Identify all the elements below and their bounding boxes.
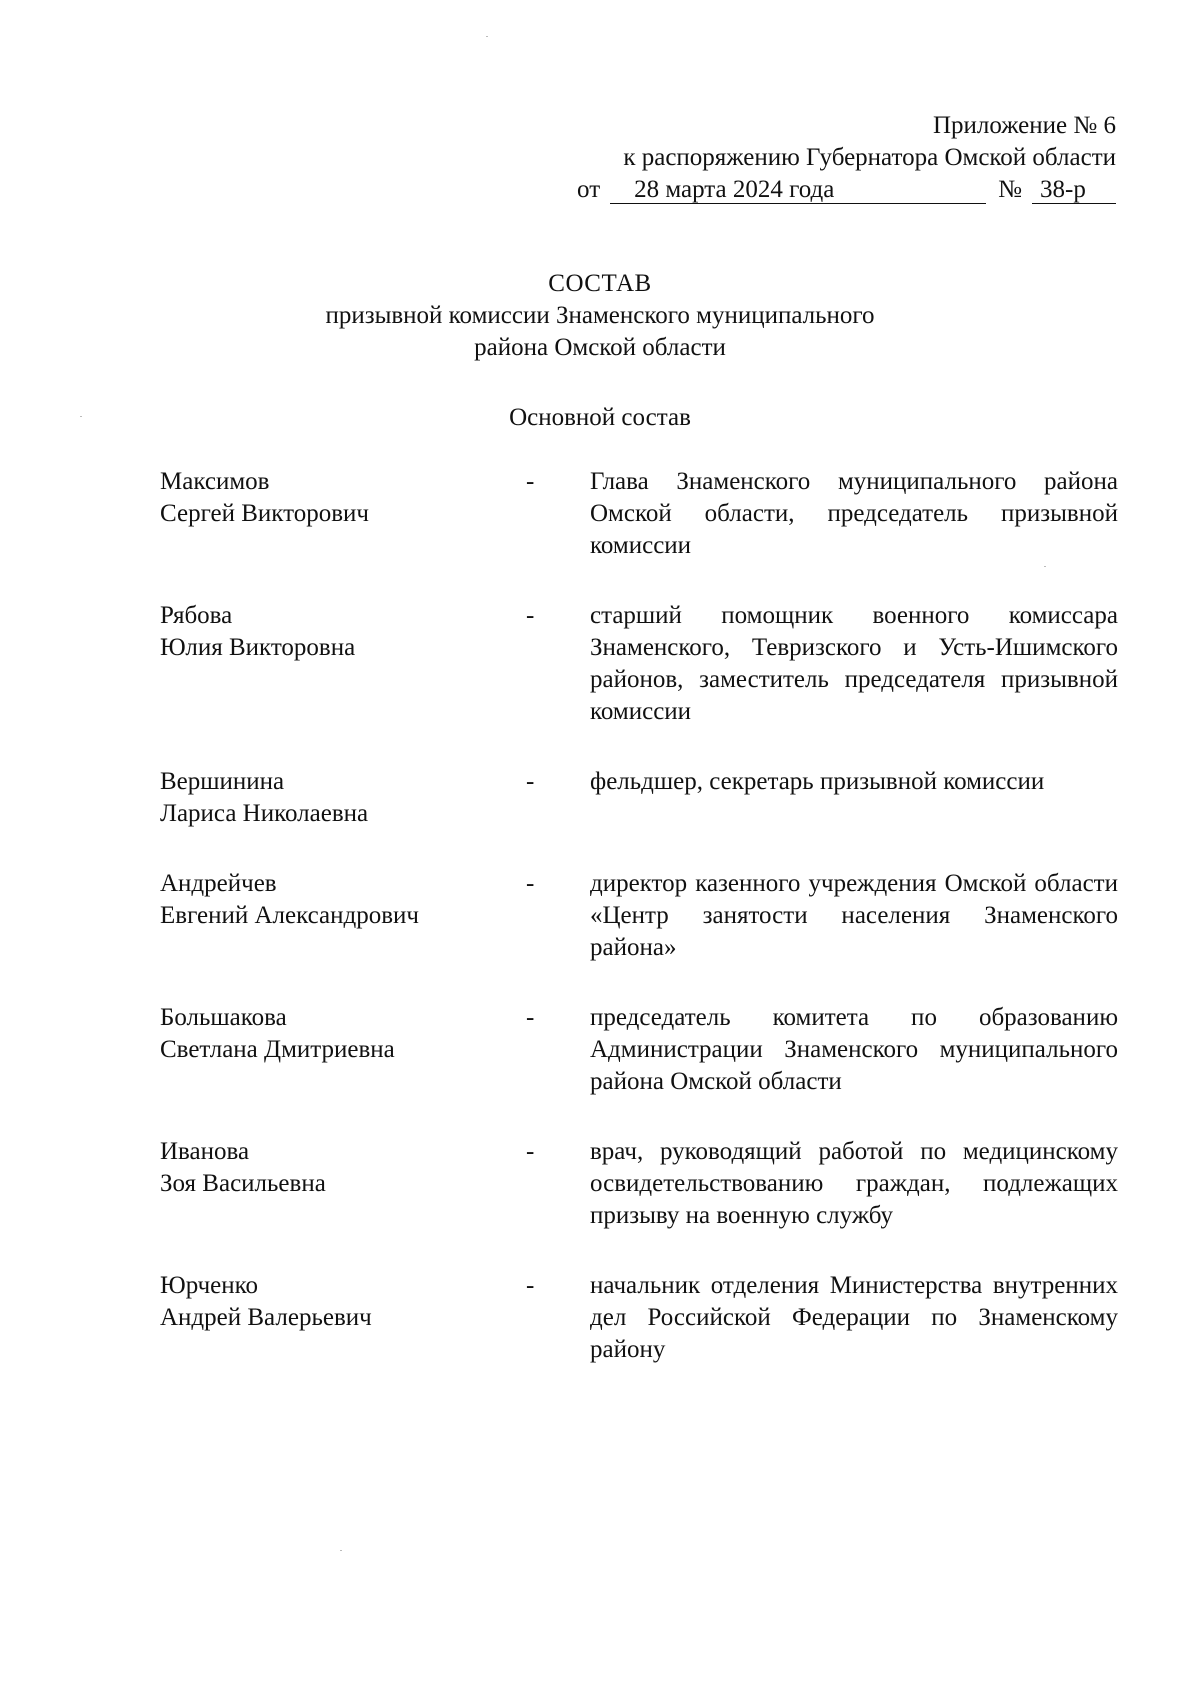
- member-role: врач, руководящий работой по медицинскому освидетельствованию граждан, подлежащих призыву на военную службу: [590, 1138, 1118, 1229]
- order-number: 38-р: [1032, 177, 1116, 204]
- member-role: председатель комитета по образованию Администрации Знаменского муниципального района Омской области: [590, 1004, 1118, 1095]
- member-surname: Рябова: [160, 602, 233, 629]
- member-given-names: Андрей Валерьевич: [160, 1304, 372, 1331]
- member-name: [160, 600, 524, 728]
- date-prefix: от: [577, 176, 601, 203]
- number-prefix: №: [998, 176, 1022, 203]
- member-row: [160, 766, 1118, 830]
- member-surname: Вершинина: [160, 768, 285, 795]
- member-role: Глава Знаменского муниципального района Омской области, председатель призывной комиссии: [590, 468, 1118, 559]
- member-role: старший помощник военного комиссара Знаменского, Тевризского и Усть-Ишимского районов, заместитель председателя призывной комиссии: [590, 602, 1118, 725]
- member-name: [160, 1270, 524, 1366]
- member-surname: Андрейчев: [160, 870, 277, 897]
- member-surname: Максимов: [160, 468, 270, 495]
- member-surname: Юрченко: [160, 1272, 258, 1299]
- member-row: [160, 466, 1118, 562]
- member-name: [160, 868, 524, 964]
- scan-speck: [486, 36, 488, 37]
- member-dash: -: [526, 1138, 535, 1165]
- member-dash: -: [526, 768, 535, 795]
- member-given-names: Юлия Викторовна: [160, 634, 356, 661]
- member-surname: Иванова: [160, 1138, 250, 1165]
- member-role: начальник отделения Министерства внутренних дел Российской Федерации по Знаменскому району: [590, 1272, 1118, 1363]
- member-dash: -: [526, 602, 535, 629]
- scan-speck: [340, 1550, 342, 1551]
- scan-speck: [1044, 566, 1046, 567]
- order-date: 28 марта 2024 года: [610, 177, 986, 204]
- member-dash: -: [526, 870, 535, 897]
- order-date-number-line: [556, 174, 1116, 206]
- member-dash: -: [526, 1272, 535, 1299]
- scan-speck: [80, 416, 82, 417]
- member-given-names: Лариса Николаевна: [160, 800, 369, 827]
- member-name: [160, 1136, 524, 1232]
- member-given-names: Сергей Викторович: [160, 500, 369, 527]
- title-line-3: района Омской области: [474, 334, 726, 361]
- member-dash: -: [526, 1004, 535, 1031]
- member-dash: -: [526, 468, 535, 495]
- appendix-order-reference: к распоряжению Губернатора Омской области: [623, 144, 1116, 171]
- member-row: [160, 1136, 1118, 1232]
- appendix-number: Приложение № 6: [932, 112, 1116, 139]
- member-role: фельдшер, секретарь призывной комиссии: [590, 768, 1045, 795]
- member-given-names: Светлана Дмитриевна: [160, 1036, 395, 1063]
- member-role: директор казенного учреждения Омской области «Центр занятости населения Знаменского района»: [590, 870, 1118, 961]
- member-name: [160, 1002, 524, 1098]
- member-given-names: Зоя Васильевна: [160, 1170, 326, 1197]
- title-main: СОСТАВ: [548, 270, 652, 297]
- section-heading: Основной состав: [509, 404, 691, 431]
- member-row: [160, 1002, 1118, 1098]
- member-row: [160, 1270, 1118, 1366]
- appendix-header: [556, 110, 1116, 206]
- member-surname: Большакова: [160, 1004, 287, 1031]
- member-name: [160, 766, 524, 830]
- member-name: [160, 466, 524, 562]
- member-row: [160, 600, 1118, 728]
- document-title: [0, 268, 1200, 364]
- member-given-names: Евгений Александрович: [160, 902, 419, 929]
- title-line-2: призывной комиссии Знаменского муниципального: [325, 302, 875, 329]
- member-row: [160, 868, 1118, 964]
- members-list: [160, 466, 1118, 1404]
